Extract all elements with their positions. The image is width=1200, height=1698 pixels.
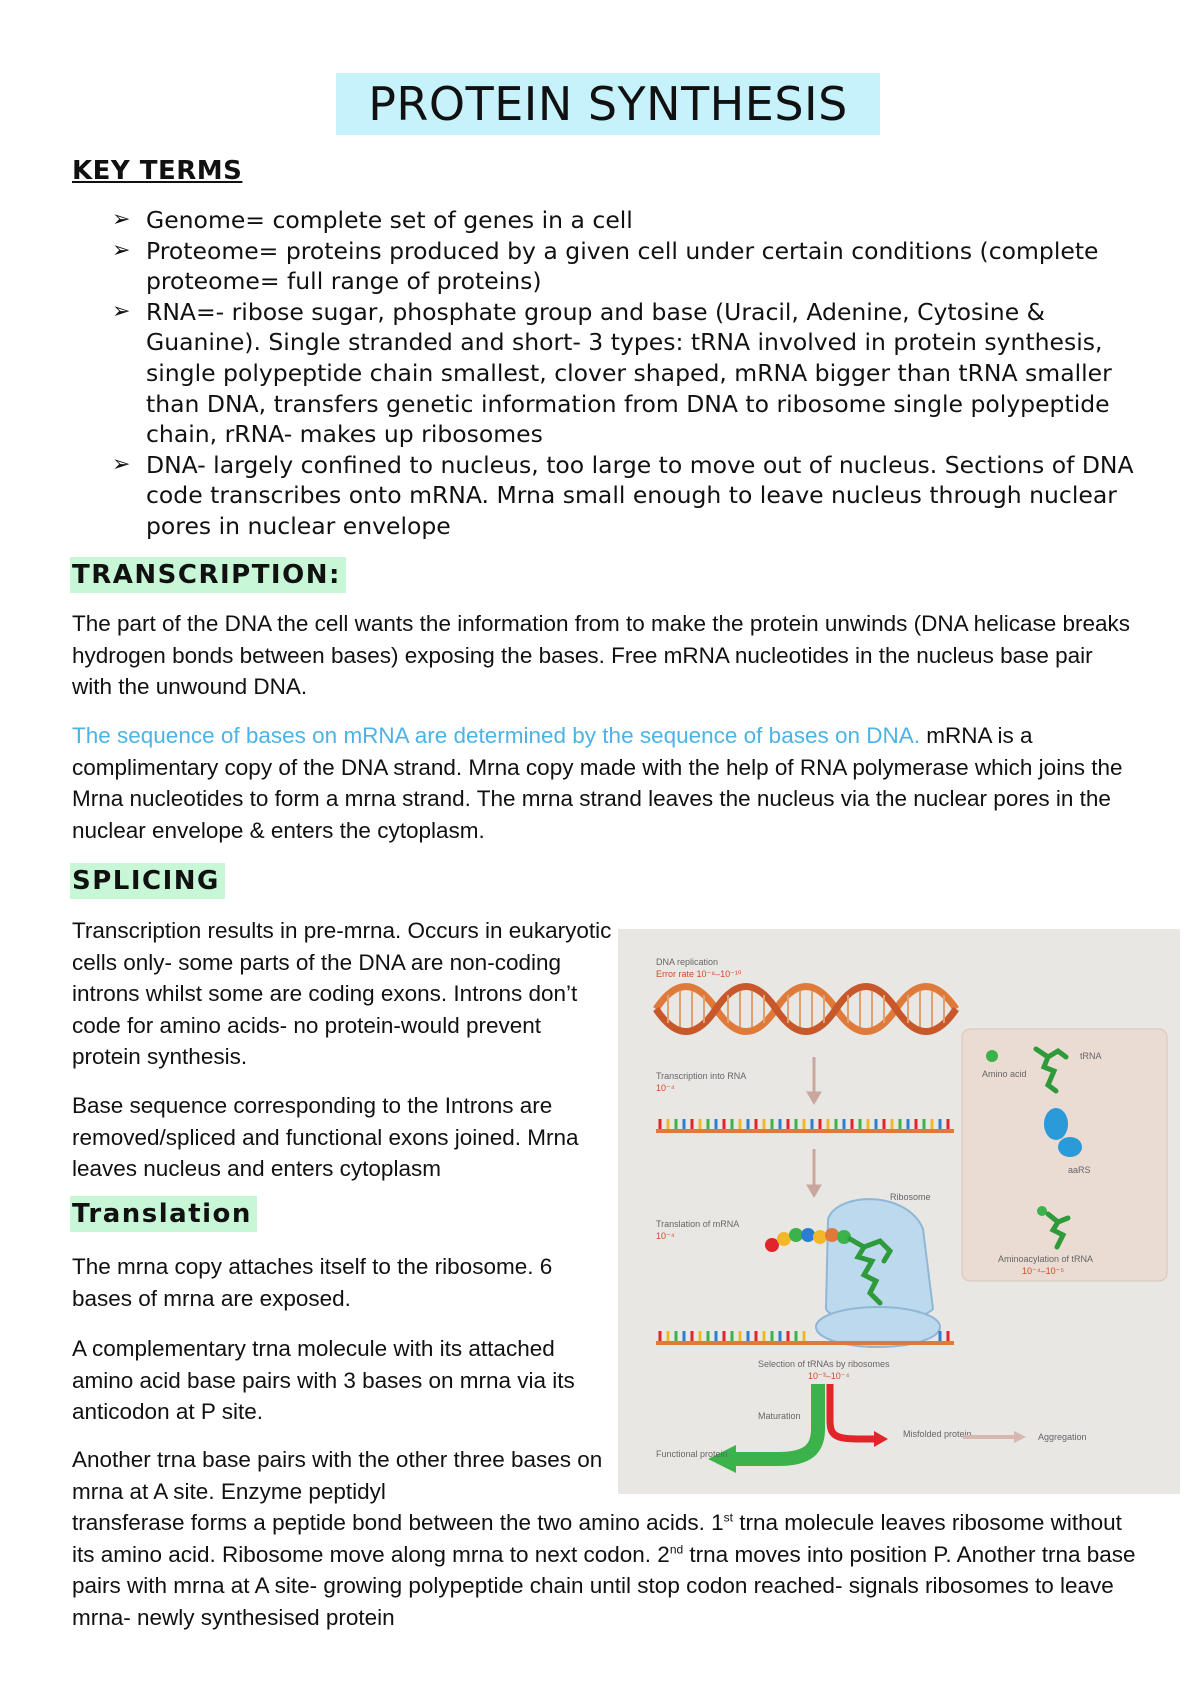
maturation-label: Maturation [758, 1411, 801, 1421]
list-item [112, 205, 1152, 236]
arrow-bullet-icon: ➢ [112, 451, 131, 477]
page-title: PROTEIN SYNTHESIS [336, 73, 880, 135]
arrow-head-icon [1014, 1431, 1026, 1443]
dna-replication-label: DNA replication [656, 957, 719, 967]
mrna-strand-icon [656, 1119, 954, 1133]
paragraph-text: transferase forms a peptide bond between the two amino acids. 1 [72, 1510, 724, 1535]
splicing-paragraph-1: Transcription results in pre-mrna. Occurs in eukaryotic cells only- some parts of the DNA are non-coding introns whilst some are coding exons. Introns don’t code for amino acids- no protein-would prevent protein synthesis. [72, 918, 612, 1069]
translation-heading: Translation [70, 1196, 257, 1232]
amino-acid-icon [1037, 1206, 1047, 1216]
translation-paragraph-3-start: Another trna base pairs with the other three bases on mrna at A site. Enzyme peptidyl [72, 1447, 603, 1504]
splicing-heading: SPLICING [70, 863, 225, 899]
aminoacylation-rate: 10⁻⁴–10⁻⁵ [1022, 1266, 1065, 1276]
ribosome-label: Ribosome [890, 1192, 931, 1202]
figure-svg [618, 929, 1180, 1494]
transcription-heading: TRANSCRIPTION: [70, 557, 346, 593]
term-text: Proteome= proteins produced by a given cell under certain conditions (complete proteome= full range of proteins) [146, 236, 1099, 296]
translation-paragraph-2: A complementary trna molecule with its attached amino acid base pairs with 3 bases on mrna via its anticodon at P site. [72, 1336, 575, 1424]
translation-paragraph-1: The mrna copy attaches itself to the ribosome. 6 bases of mrna are exposed. [72, 1254, 553, 1311]
paragraph-text: mRNA is a complimentary copy of the DNA strand. Mrna copy made with the help of RNA polymerase which joins the Mrna nucleotides to form a mrna strand. The mrna strand leaves the nucleus via the nuclear pores in the nuclear envelope & enters the cytoplasm. [72, 723, 1123, 843]
list-item [112, 297, 1152, 450]
arrow-head-icon [874, 1431, 888, 1447]
paragraph-text: trna moves into position P. Another trna base pairs with mrna at A site- growing polypeptide chain until stop codon reached- signals ribosomes to leave mrna- newly synthesised protein [72, 1541, 1136, 1630]
translation-paragraph-3-end [72, 1507, 1142, 1633]
misfolding-arrow-icon [830, 1384, 876, 1439]
dna-helix-icon [656, 987, 956, 1032]
aminoacylation-label: Aminoacylation of tRNA [998, 1254, 1094, 1264]
trna-label: tRNA [1080, 1051, 1102, 1061]
paragraph-text: trna molecule leaves ribosome without its amino acid. Ribosome move along mrna to next codon. 2 [72, 1510, 1122, 1567]
translation-rate: 10⁻⁴ [656, 1231, 675, 1241]
maturation-arrow-icon [733, 1384, 818, 1459]
term-text: DNA- largely confined to nucleus, too large to move out of nucleus. Sections of DNA code transcribes onto mRNA. Mrna small enough to leave nucleus through nuclear pores in nuclear envelope [146, 450, 1134, 540]
functional-protein-label: Functional protein [656, 1449, 728, 1459]
selection-rate: 10⁻³–10⁻⁴ [808, 1371, 850, 1381]
dna-error-rate: Error rate 10⁻⁸–10⁻¹⁰ [656, 969, 742, 979]
amino-acid-icon [986, 1050, 998, 1062]
misfolded-label: Misfolded protein [903, 1429, 972, 1439]
transcription-rate: 10⁻⁴ [656, 1083, 675, 1093]
amino-acid-label: Amino acid [982, 1069, 1027, 1079]
splicing-paragraph-2: Base sequence corresponding to the Introns are removed/spliced and functional exons joined. Mrna leaves nucleus and enters cytoplasm [72, 1093, 579, 1181]
selection-label: Selection of tRNAs by ribosomes [758, 1359, 890, 1369]
list-item [112, 236, 1152, 297]
key-terms-heading: KEY TERMS [72, 156, 243, 186]
arrow-bullet-icon: ➢ [112, 298, 131, 324]
transcription-paragraph-1: The part of the DNA the cell wants the information from to make the protein unwinds (DNA helicase breaks hydrogen bonds between bases) exposing the bases. Free mRNA nucleotides in the nucleus base pair with the unwound DNA. [72, 611, 1131, 699]
superscript: st [723, 1510, 733, 1525]
superscript: nd [669, 1542, 684, 1556]
arrow-bullet-icon: ➢ [112, 207, 131, 232]
list-item [112, 450, 1152, 542]
translation-label: Translation of mRNA [656, 1219, 740, 1229]
ribosome-icon [816, 1199, 940, 1347]
term-text: Genome= complete set of genes in a cell [146, 206, 633, 234]
arrow-bullet-icon: ➢ [112, 237, 131, 263]
protein-synthesis-figure [618, 929, 1180, 1494]
term-text: RNA=- ribose sugar, phosphate group and base (Uracil, Adenine, Cytosine & Guanine). Single stranded and short- 3 types: tRNA involved in protein synthesis, single polypeptide chain smallest, clover shaped, mRNA bigger than tRNA smaller than DNA, transfers genetic information from DNA to ribosome single polypeptide chain, rRNA- makes up ribosomes [146, 297, 1112, 449]
transcription-paragraph-2 [72, 720, 1132, 846]
aggregation-label: Aggregation [1038, 1432, 1087, 1442]
key-terms-list [112, 205, 1152, 542]
highlighted-sentence: The sequence of bases on mRNA are determined by the sequence of bases on DNA. [72, 723, 921, 748]
transcription-label: Transcription into RNA [656, 1071, 747, 1081]
aars-label: aaRS [1068, 1165, 1091, 1175]
